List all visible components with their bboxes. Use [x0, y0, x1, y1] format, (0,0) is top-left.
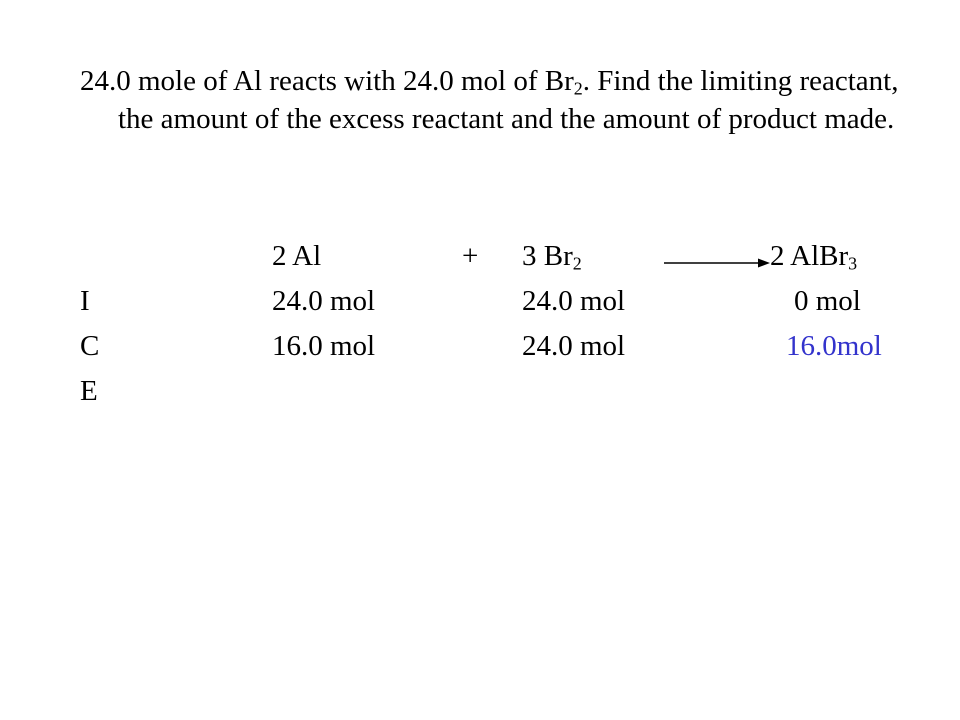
ice-row-label-initial: I	[80, 285, 90, 317]
ice-row-label-end: E	[80, 375, 98, 407]
ice-change-al: 16.0 mol	[272, 330, 376, 362]
product-albr3-subscript: 3	[848, 253, 858, 274]
problem-text-start: 24.0 mole of Al reacts with 24.0 mol of Br	[80, 65, 574, 97]
reactant-al: 2 Al	[272, 240, 322, 272]
reaction-arrow-icon	[664, 257, 770, 269]
ice-initial-product: 0 mol	[794, 285, 861, 317]
reactant-br2-subscript: 2	[572, 253, 582, 274]
problem-text-end: . Find the limiting reactant, the amount of the excess reactant and the amount of product made.	[118, 65, 899, 135]
plus-sign: +	[462, 240, 479, 272]
reactant-br2-base: 3 Br	[522, 240, 573, 272]
ice-initial-br2: 24.0 mol	[522, 285, 626, 317]
problem-subscript: 2	[573, 78, 583, 99]
ice-change-br2: 24.0 mol	[522, 330, 626, 362]
problem-statement	[80, 62, 938, 138]
ice-initial-al: 24.0 mol	[272, 285, 376, 317]
ice-change-product: 16.0mol	[786, 330, 882, 362]
product-albr3	[770, 237, 857, 275]
reactant-br2	[522, 237, 582, 275]
ice-row-label-change: C	[80, 330, 100, 362]
product-albr3-base: 2 AlBr	[770, 240, 849, 272]
